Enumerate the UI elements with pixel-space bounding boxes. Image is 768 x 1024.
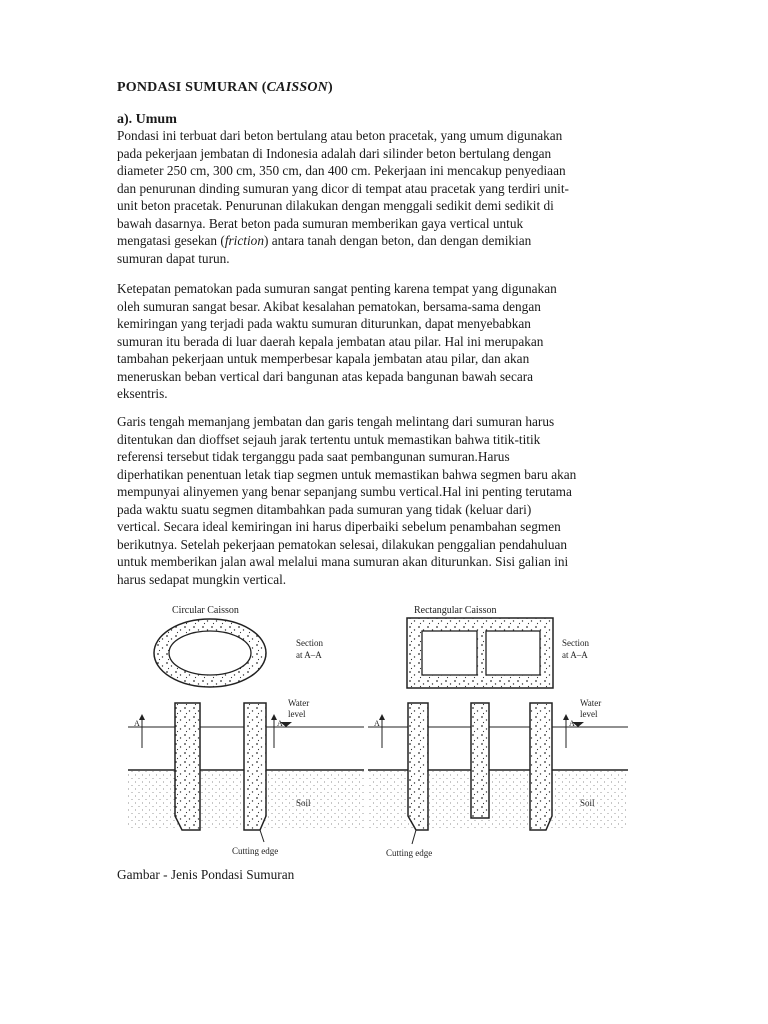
caisson-wall-right: [530, 703, 552, 830]
section-marker-label: A: [374, 719, 380, 728]
caisson-wall-left: [175, 703, 200, 830]
text-line: diameter 250 cm, 300 cm, 350 cm, dan 400 cm. Pekerjaan ini mencakup penyediaan: [117, 163, 566, 178]
text-line: vertical. Secara ideal kemiringan ini harus diperbaiki sebelum penambahan segmen: [117, 519, 561, 534]
text-line: unit beton pracetak. Penurunan dilakukan dengan menggali sedikit demi sedikit di: [117, 198, 554, 213]
circular-plan-inner: [169, 631, 251, 675]
rectangular-caisson-title: Rectangular Caisson: [414, 605, 497, 616]
text-line: Ketepatan pematokan pada sumuran sangat penting karena tempat yang digunakan: [117, 281, 557, 296]
text-line: meneruskan beban vertical dari bangunan atas kepada bangunan bawah secara: [117, 368, 534, 384]
text-line: sumuran dapat turun.: [117, 250, 230, 266]
text-line: harus sedapat mungkin vertical.: [117, 571, 287, 587]
section-label: at A–A: [562, 650, 588, 660]
soil-label: Soil: [296, 798, 311, 808]
cutting-edge-label: Cutting edge: [386, 848, 433, 858]
text-line: Pondasi ini terbuat dari beton bertulang atau beton pracetak, yang umum digunakan: [117, 128, 563, 143]
circular-caisson: [128, 605, 364, 856]
rectangular-plan-cell: [486, 631, 540, 675]
text-line: kemiringan yang terjadi pada waktu sumuran diturunkan, dapat menyebabkan: [117, 316, 531, 331]
rectangular-caisson: [368, 605, 628, 858]
section-label: at A–A: [296, 650, 322, 660]
water-label: level: [580, 709, 598, 719]
figure-caption: Gambar - Jenis Pondasi Sumuran: [117, 867, 295, 882]
paragraph-2: [117, 280, 657, 403]
section-marker-label: A: [569, 719, 575, 728]
section-marker-label: A: [277, 719, 283, 728]
paragraph-1: [117, 127, 657, 267]
text-line: eksentris.: [117, 386, 168, 401]
text-line: Garis tengah memanjang jembatan dan garis tengah melintang dari sumuran harus: [117, 414, 555, 429]
text-line: untuk memberikan jalan awal melalui mana sumuran akan diturunkan. Sisi galian ini: [117, 554, 569, 569]
text-line: diperhatikan penentuan letak tiap segmen untuk memastikan bahwa segmen baru akan: [117, 466, 577, 482]
text-line: oleh sumuran sangat besar. Akibat kesalahan pematokan, bersama-sama dengan: [117, 298, 541, 314]
text-line: referensi tersebut tidak terganggu pada saat pembangunan sumuran.Harus: [117, 449, 510, 464]
section-heading: a). Umum: [117, 112, 177, 127]
leader-line: [260, 830, 264, 842]
section-marker-label: A: [134, 719, 140, 728]
arrow-up-icon: [139, 714, 145, 720]
caisson-diagram: [120, 598, 640, 868]
paragraph-3: [117, 413, 657, 588]
caisson-wall-middle: [471, 703, 489, 818]
caisson-figure: [120, 598, 640, 868]
page-title: PONDASI SUMURAN (CAISSON): [117, 80, 333, 95]
section-label: Section: [562, 638, 589, 648]
text-line: mempunyai alinyemen yang benar sepanjang sumbu vertical.Hal ini penting terutama: [117, 484, 572, 499]
text-line: berikutnya. Setelah pekerjaan pematokan selesai, dilakukan penggalian pendahuluan: [117, 536, 568, 552]
water-label: Water: [288, 698, 310, 708]
caisson-wall-right: [244, 703, 266, 830]
circular-caisson-title: Circular Caisson: [172, 605, 239, 616]
text-line: pada pekerjaan jembatan di Indonesia adalah dari silinder beton bertulang dengan: [117, 145, 552, 161]
text-line: mengatasi gesekan (friction) antara tanah dengan beton, dan dengan demikian: [117, 233, 532, 248]
text-line: ditentukan dan dioffset sejauh jarak tertentu untuk memastikan bahwa titik-titik: [117, 431, 541, 447]
text-line: tambahan pekerjaan untuk memperbesar kapala jembatan atau pilar, dan akan: [117, 351, 530, 366]
section-label: Section: [296, 638, 323, 648]
leader-line: [412, 830, 416, 844]
water-label: Water: [580, 698, 602, 708]
rectangular-plan-cell: [422, 631, 477, 675]
arrow-up-icon: [379, 714, 385, 720]
text-line: sumuran itu berada di luar daerah kepala jembatan atau pilar. Hal ini merupakan: [117, 333, 544, 349]
text-line: bawah dasarnya. Berat beton pada sumuran memberikan gaya vertical untuk: [117, 215, 524, 231]
text-line: pada waktu suatu segmen ditambahkan pada sumuran yang tidak (keluar dari): [117, 501, 532, 517]
cutting-edge-label: Cutting edge: [232, 846, 279, 856]
soil-label: Soil: [580, 798, 595, 808]
text-line: dan penurunan dinding sumuran yang dicor di tempat atau pracetak yang terdiri unit-: [117, 180, 569, 196]
caisson-wall-left: [408, 703, 428, 830]
water-label: level: [288, 709, 306, 719]
